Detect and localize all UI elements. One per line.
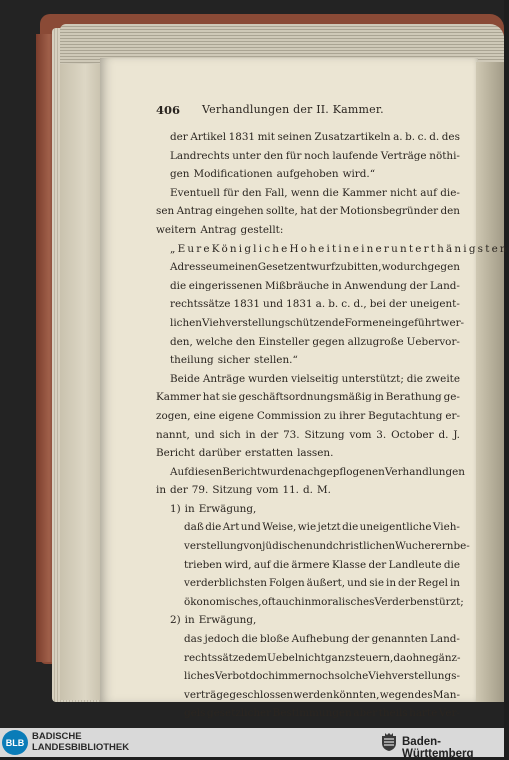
word: unter xyxy=(232,149,261,162)
word: für xyxy=(285,149,302,162)
word: October xyxy=(391,428,434,441)
word: ihrer xyxy=(339,409,366,422)
word: hat xyxy=(202,391,220,404)
word: nicht xyxy=(390,186,417,199)
word: dem xyxy=(244,651,268,664)
word: nannt, xyxy=(156,428,190,441)
page-fore-edge xyxy=(476,62,504,702)
text-line xyxy=(156,240,509,259)
word: d. xyxy=(429,131,440,143)
page-number: 406 xyxy=(156,103,181,117)
word: noch xyxy=(309,670,335,683)
word: gels xyxy=(184,707,206,720)
word: moralisches xyxy=(311,595,375,608)
text-line xyxy=(156,574,460,593)
page-header xyxy=(156,100,460,120)
word: aufgehoben xyxy=(276,168,339,181)
word: Formen xyxy=(344,316,386,329)
text-lines xyxy=(156,128,509,723)
text-line xyxy=(156,147,460,166)
word: Mißbräuche xyxy=(264,279,330,292)
word: Landleute xyxy=(388,558,442,571)
word: eingehen xyxy=(215,205,264,218)
text-line xyxy=(156,537,470,556)
word: unterthänigsten xyxy=(391,242,509,255)
word: theils xyxy=(378,707,408,720)
word: bloße xyxy=(260,633,290,646)
text-line xyxy=(156,444,460,463)
text-line xyxy=(156,426,460,445)
word: Wucherern xyxy=(395,540,454,553)
word: die xyxy=(205,521,222,534)
page-text xyxy=(156,100,509,723)
word: wegen xyxy=(379,688,415,701)
blb-name-line1: BADISCHE xyxy=(32,731,82,742)
word: vom xyxy=(256,484,279,497)
word: nöthi- xyxy=(429,149,460,162)
word: liches xyxy=(184,670,215,683)
word: Königliche xyxy=(211,242,290,255)
word: sollte, xyxy=(266,205,298,218)
word: gestellt: xyxy=(240,223,284,236)
word: Verderben xyxy=(374,595,430,608)
word: äußert, xyxy=(306,577,346,590)
word: daß xyxy=(184,521,204,534)
word: gepflogenen xyxy=(319,465,385,478)
word: jüdischen xyxy=(262,540,313,553)
baden-wuerttemberg-label[interactable]: Baden-Württemberg xyxy=(402,736,474,760)
word: M. xyxy=(316,484,331,497)
word: Antrag xyxy=(176,205,213,218)
word: ökonomisches, xyxy=(184,595,262,608)
word: allzugroße xyxy=(347,335,404,348)
word: gesetzlicher xyxy=(206,707,272,720)
word: Kammer xyxy=(342,186,387,199)
word: werden xyxy=(293,688,333,701)
word: die xyxy=(170,279,187,292)
word: wer- xyxy=(440,316,465,329)
word: des xyxy=(414,688,433,701)
word: Bericht xyxy=(222,465,262,478)
word: Zusatzartikeln xyxy=(314,131,391,143)
word: gegen xyxy=(312,335,345,348)
word: in xyxy=(184,614,195,627)
word: ärmere xyxy=(291,558,330,571)
word: die xyxy=(406,372,423,385)
word: die xyxy=(322,186,339,199)
word: Beide xyxy=(170,372,200,385)
word: Artikel xyxy=(190,131,227,143)
word: und xyxy=(347,577,368,590)
word: Eventuell xyxy=(170,186,220,199)
text-line xyxy=(156,277,460,296)
word: uneigentliche xyxy=(359,521,432,534)
text-line xyxy=(156,184,460,203)
word: auf xyxy=(420,186,437,199)
text-line xyxy=(156,370,460,389)
word: darüber xyxy=(198,447,242,460)
word: die xyxy=(241,633,258,646)
word: d. xyxy=(438,428,449,441)
word: d., xyxy=(353,298,367,311)
word: in xyxy=(245,428,256,441)
word: 2) xyxy=(170,614,181,627)
word: ohne xyxy=(406,651,432,664)
word: steuern, xyxy=(349,651,394,664)
word: Bestimmungen xyxy=(272,707,352,720)
word: erstatten xyxy=(245,447,294,460)
text-line xyxy=(156,556,460,575)
text-line xyxy=(156,351,460,370)
word: einer xyxy=(352,242,392,255)
word: eine xyxy=(193,409,216,422)
word: Ver- xyxy=(438,707,460,720)
word: die xyxy=(443,558,460,571)
footer-bar xyxy=(0,728,504,760)
word: Aufhebung xyxy=(291,633,350,646)
word: rechtssätze xyxy=(184,651,245,664)
word: 1831 xyxy=(233,298,260,311)
word: geschäftsordnungsmäßig xyxy=(238,391,372,404)
word: d. xyxy=(302,484,313,497)
text-line xyxy=(156,221,460,240)
word: be- xyxy=(453,540,470,553)
word: für xyxy=(223,186,239,199)
word: eingeführt xyxy=(385,316,441,329)
word: der xyxy=(409,279,428,292)
text-line xyxy=(156,611,460,630)
word: Erwägung, xyxy=(198,614,257,627)
word: eingerissenen xyxy=(188,279,263,292)
word: der xyxy=(170,484,188,497)
word: Commission xyxy=(256,409,322,422)
word: in xyxy=(386,577,397,590)
word: zogen, xyxy=(156,409,191,422)
word: 1) xyxy=(170,502,181,515)
word: J. xyxy=(453,428,460,441)
word: welche xyxy=(195,335,233,348)
word: könnten, xyxy=(333,688,380,701)
word: Sitzung xyxy=(304,428,345,441)
word: bitten, xyxy=(347,261,382,274)
word: geschlossen xyxy=(229,688,294,701)
word: 11. xyxy=(282,484,299,497)
word: von xyxy=(243,540,263,553)
text-line xyxy=(156,388,460,407)
text-line xyxy=(156,165,460,184)
word: a. xyxy=(393,131,403,143)
page-gutter xyxy=(60,64,102,700)
word: Anträge xyxy=(202,372,246,385)
word: laufende xyxy=(332,149,379,162)
word: Weise, xyxy=(262,521,297,534)
word: der xyxy=(388,298,407,311)
word: die xyxy=(272,558,290,571)
word: und xyxy=(263,298,284,311)
word: sicher xyxy=(217,354,250,367)
word: Modificationen xyxy=(193,168,273,181)
word: Berathung xyxy=(385,391,442,404)
word: Einsteller xyxy=(258,335,310,348)
word: Folgen xyxy=(268,577,305,590)
word: sie xyxy=(221,391,237,404)
word: Sitzung xyxy=(212,484,253,497)
word: die- xyxy=(440,186,460,199)
word: der xyxy=(368,558,387,571)
word: theilung xyxy=(170,354,214,367)
word: auch xyxy=(275,595,302,608)
word: immer xyxy=(274,670,310,683)
word: in xyxy=(338,242,353,255)
word: und xyxy=(312,540,333,553)
word: wenn xyxy=(290,186,320,199)
word: Art xyxy=(222,521,240,534)
word: Land- xyxy=(429,633,460,646)
word: jedoch xyxy=(204,633,240,646)
word: den xyxy=(263,149,284,162)
word: Motionsbegründer xyxy=(339,205,439,218)
word: aber xyxy=(353,707,378,720)
word: rechtssätze xyxy=(170,298,231,311)
word: Uebervor- xyxy=(406,335,460,348)
word: zweite xyxy=(425,372,460,385)
word: mit xyxy=(257,131,275,143)
word: jetzt xyxy=(317,521,341,534)
baden-wuerttemberg-emblem-icon xyxy=(380,732,398,752)
word: in xyxy=(331,279,342,292)
word: wodurch xyxy=(381,261,428,274)
word: lichen xyxy=(170,316,202,329)
word: uneigent- xyxy=(409,298,460,311)
word: lassen. xyxy=(297,447,334,460)
word: der xyxy=(319,205,338,218)
word: seinen xyxy=(277,131,312,143)
word: wurden xyxy=(248,372,289,385)
text-line xyxy=(156,128,460,147)
word: sich xyxy=(219,428,241,441)
word: Verhandlungen xyxy=(384,465,465,478)
word: 3. xyxy=(376,428,387,441)
word: c. xyxy=(417,131,427,143)
word: a. xyxy=(315,298,326,311)
word: Hoheit xyxy=(289,242,339,255)
word: da xyxy=(393,651,407,664)
word: 1831 xyxy=(286,298,313,311)
word: schützende xyxy=(284,316,345,329)
word: Land- xyxy=(429,279,460,292)
word: genannten xyxy=(371,633,428,646)
running-head: Verhandlungen der II. Kammer. xyxy=(202,103,384,116)
word: die xyxy=(342,521,359,534)
word: wird.“ xyxy=(342,168,376,181)
word: und xyxy=(194,428,215,441)
word: bei xyxy=(369,298,386,311)
word: vom xyxy=(349,428,372,441)
blb-name[interactable] xyxy=(32,731,129,753)
word: Viehverstellung xyxy=(202,316,285,329)
word: zu xyxy=(334,261,348,274)
word: trieben xyxy=(184,558,223,571)
word: harte xyxy=(409,707,438,720)
word: verträge xyxy=(184,688,230,701)
word: Erwägung, xyxy=(198,502,257,515)
blb-name-line2: LANDESBIBLIOTHEK xyxy=(32,742,130,753)
text-line xyxy=(156,314,465,333)
word: ge- xyxy=(443,391,460,404)
text-line xyxy=(156,686,460,705)
word: solche xyxy=(334,670,369,683)
word: gänz- xyxy=(432,651,461,664)
word: in xyxy=(301,595,312,608)
text-line xyxy=(156,333,460,352)
word: Begutachtung xyxy=(368,409,443,422)
word: verstellung xyxy=(184,540,244,553)
word: 79. xyxy=(191,484,209,497)
blb-logo-icon[interactable]: BLB xyxy=(2,730,28,755)
word: Verträge xyxy=(380,149,427,162)
word: nach xyxy=(294,465,320,478)
word: eigene xyxy=(218,409,254,422)
word: b. xyxy=(328,298,339,311)
word: hat xyxy=(300,205,318,218)
word: gen xyxy=(170,168,190,181)
word: Landrechts xyxy=(170,149,230,162)
word: c. xyxy=(341,298,351,311)
word: zu xyxy=(323,409,337,422)
word: den xyxy=(242,186,262,199)
word: Gesetzentwurf xyxy=(257,261,335,274)
word: diesen xyxy=(188,465,223,478)
word: den xyxy=(235,335,256,348)
word: einen xyxy=(228,261,258,274)
word: Klasse xyxy=(332,558,367,571)
word: unterstützt; xyxy=(341,372,404,385)
word: sie xyxy=(369,577,384,590)
word: auf xyxy=(253,558,271,571)
word: Man- xyxy=(432,688,460,701)
word: des xyxy=(441,131,460,143)
text-line xyxy=(156,481,460,500)
word: wie xyxy=(297,521,317,534)
word: 1831 xyxy=(228,131,256,143)
word: „Eure xyxy=(170,242,212,255)
word: der xyxy=(351,633,370,646)
word: Vieh- xyxy=(432,521,460,534)
word: sen xyxy=(156,205,175,218)
word: in xyxy=(156,484,167,497)
word: um xyxy=(212,261,229,274)
word: Auf xyxy=(170,465,189,478)
word: Fall, xyxy=(264,186,288,199)
word: der xyxy=(170,131,188,143)
word: stürzt; xyxy=(429,595,464,608)
word: noch xyxy=(304,149,330,162)
word: wurde xyxy=(261,465,295,478)
word: der xyxy=(398,577,416,590)
text-line xyxy=(156,518,460,537)
word: Adresse xyxy=(170,261,213,274)
word: Kammer xyxy=(156,391,201,404)
word: oft xyxy=(261,595,276,608)
word: nicht xyxy=(298,651,325,664)
text-line xyxy=(156,649,460,668)
text-line xyxy=(156,295,460,314)
word: gegen xyxy=(427,261,460,274)
word: verderblichsten xyxy=(184,577,267,590)
word: Bericht xyxy=(156,447,195,460)
word: der xyxy=(260,428,279,441)
word: wird, xyxy=(224,558,252,571)
word: 73. xyxy=(283,428,300,441)
word: Antrag xyxy=(200,223,237,236)
word: den, xyxy=(170,335,193,348)
word: Regel xyxy=(417,577,448,590)
word: ganz xyxy=(324,651,350,664)
text-line xyxy=(156,258,460,277)
text-line xyxy=(156,463,465,482)
word: Uebel xyxy=(267,651,299,664)
word: Viehverstellungs- xyxy=(368,670,460,683)
text-line xyxy=(156,407,460,426)
text-line xyxy=(156,593,464,612)
word: Verbot xyxy=(214,670,250,683)
word: in xyxy=(373,391,384,404)
word: er- xyxy=(445,409,460,422)
word: das xyxy=(184,633,203,646)
word: den xyxy=(440,205,460,218)
word: in xyxy=(184,502,195,515)
text-line xyxy=(156,667,460,686)
word: b. xyxy=(405,131,416,143)
word: christlichen xyxy=(332,540,396,553)
text-line xyxy=(156,202,460,221)
word: Anwendung xyxy=(344,279,407,292)
text-line xyxy=(156,630,460,649)
text-line xyxy=(156,500,460,519)
word: und xyxy=(240,521,261,534)
text-line xyxy=(156,704,460,723)
word: doch xyxy=(249,670,275,683)
word: stellen.“ xyxy=(254,354,298,367)
word: in xyxy=(449,577,460,590)
word: weitern xyxy=(156,223,197,236)
word: vielseitig xyxy=(291,372,339,385)
